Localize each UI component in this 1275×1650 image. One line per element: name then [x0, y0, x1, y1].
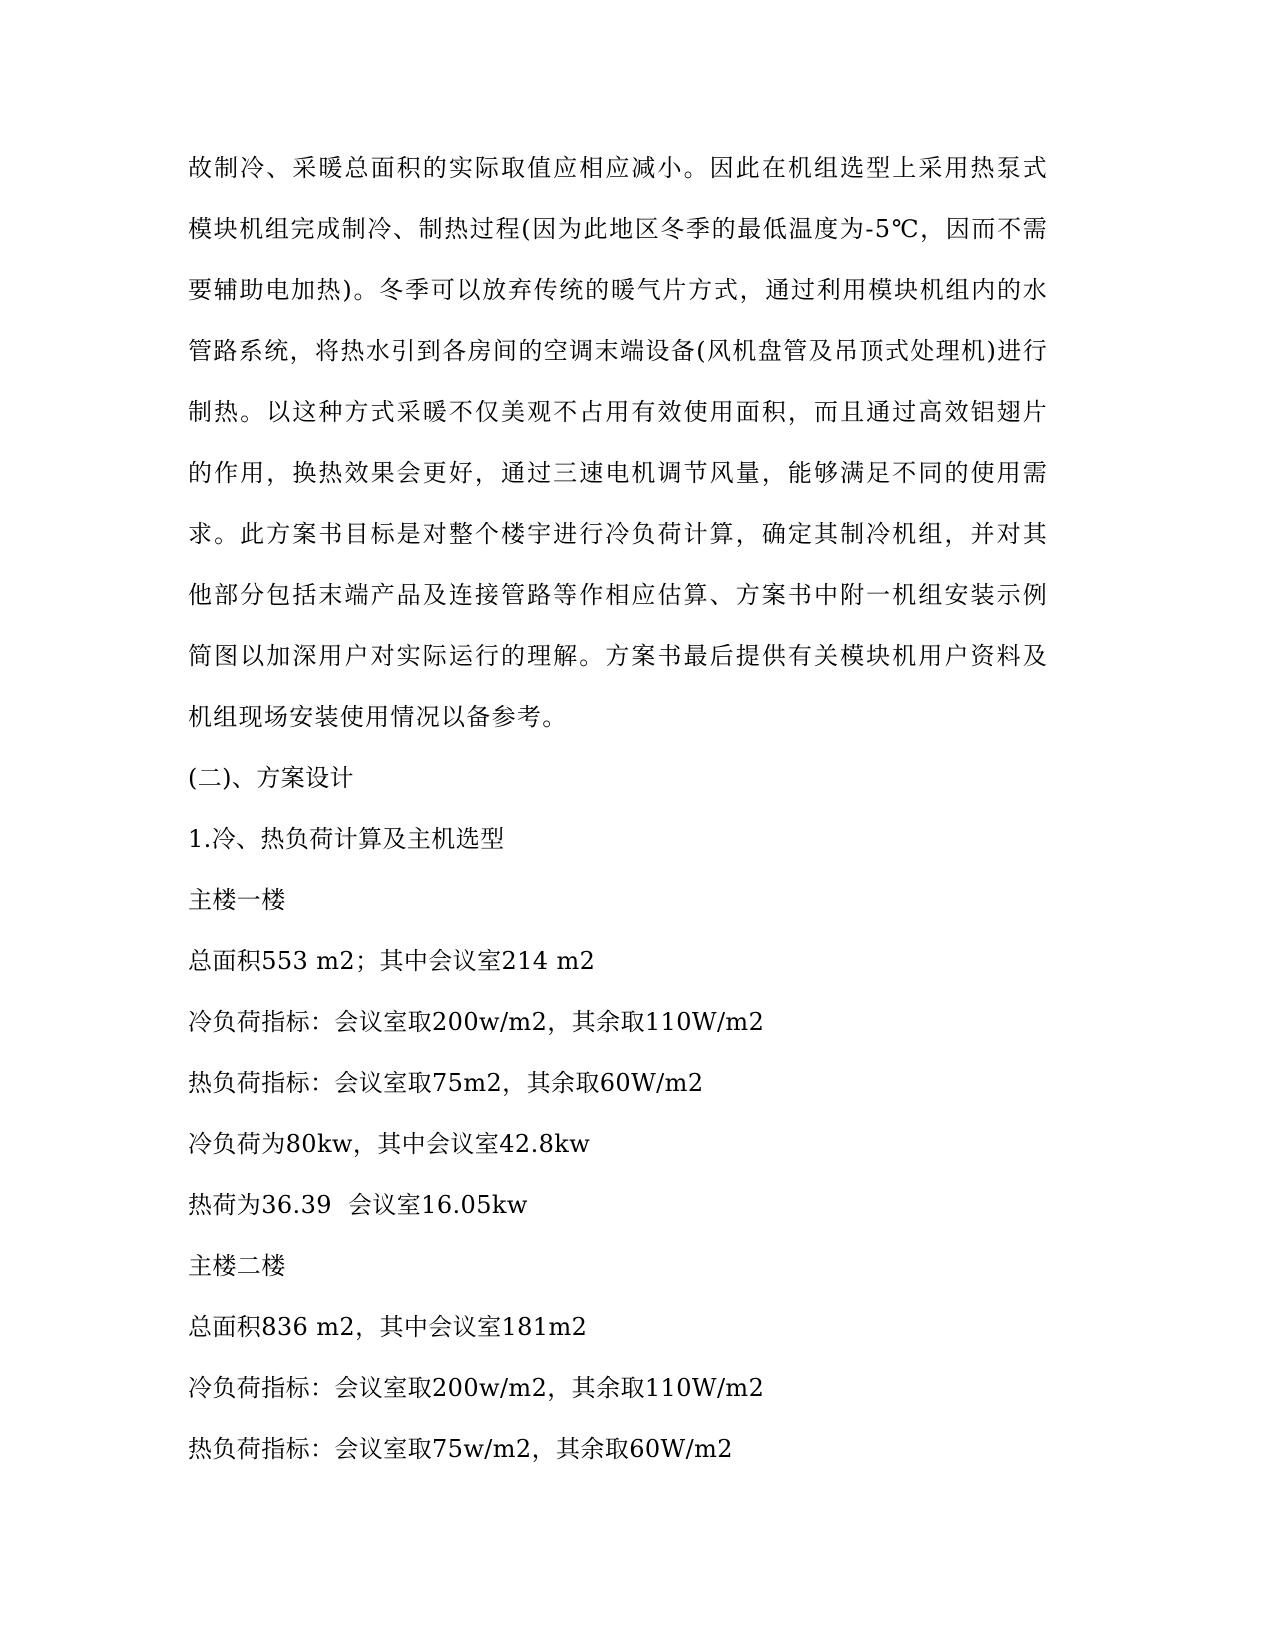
floor1-heating-load: 热荷为36.39 会议室16.05kw — [188, 1191, 528, 1219]
floor2-heating-index: 热负荷指标：会议室取75w/m2，其余取60W/m2 — [188, 1435, 733, 1463]
floor1-heating-index: 热负荷指标：会议室取75m2，其余取60W/m2 — [188, 1069, 704, 1097]
document-body — [188, 138, 1048, 1480]
floor1-title: 主楼一楼 — [188, 886, 286, 914]
floor2-cooling-index: 冷负荷指标：会议室取200w/m2，其余取110W/m2 — [188, 1374, 765, 1402]
intro-paragraph: 故制冷、采暖总面积的实际取值应相应减小。因此在机组选型上采用热泵式模块机组完成制冷、制热过程(因为此地区冬季的最低温度为-5℃，因而不需要辅助电加热)。冬季可以放弃传统的暖气片方式，通过利用模块机组内的水管路系统，将热水引到各房间的空调末端设备(风机盘管及吊顶式处理机)进行制热。以这种方式采暖不仅美观不占用有效使用面积，而且通过高效铝翅片的作用，换热效果会更好，通过三速电机调节风量，能够满足不同的使用需求。此方案书目标是对整个楼宇进行冷负荷计算，确定其制冷机组，并对其他部分包括末端产品及连接管路等作相应估算、方案书中附一机组安装示例简图以加深用户对实际运行的理解。方案书最后提供有关模块机用户资料及机组现场安装使用情况以备参考。 — [188, 154, 1048, 731]
subsection-heading: 1.冷、热负荷计算及主机选型 — [188, 825, 505, 853]
floor1-total-area: 总面积553 m2；其中会议室214 m2 — [188, 947, 596, 975]
floor1-cooling-load: 冷负荷为80kw，其中会议室42.8kw — [188, 1130, 591, 1158]
floor2-title: 主楼二楼 — [188, 1252, 286, 1280]
floor2-total-area: 总面积836 m2，其中会议室181m2 — [188, 1313, 588, 1341]
section-heading: (二)、方案设计 — [188, 764, 354, 792]
floor1-cooling-index: 冷负荷指标：会议室取200w/m2，其余取110W/m2 — [188, 1008, 765, 1036]
